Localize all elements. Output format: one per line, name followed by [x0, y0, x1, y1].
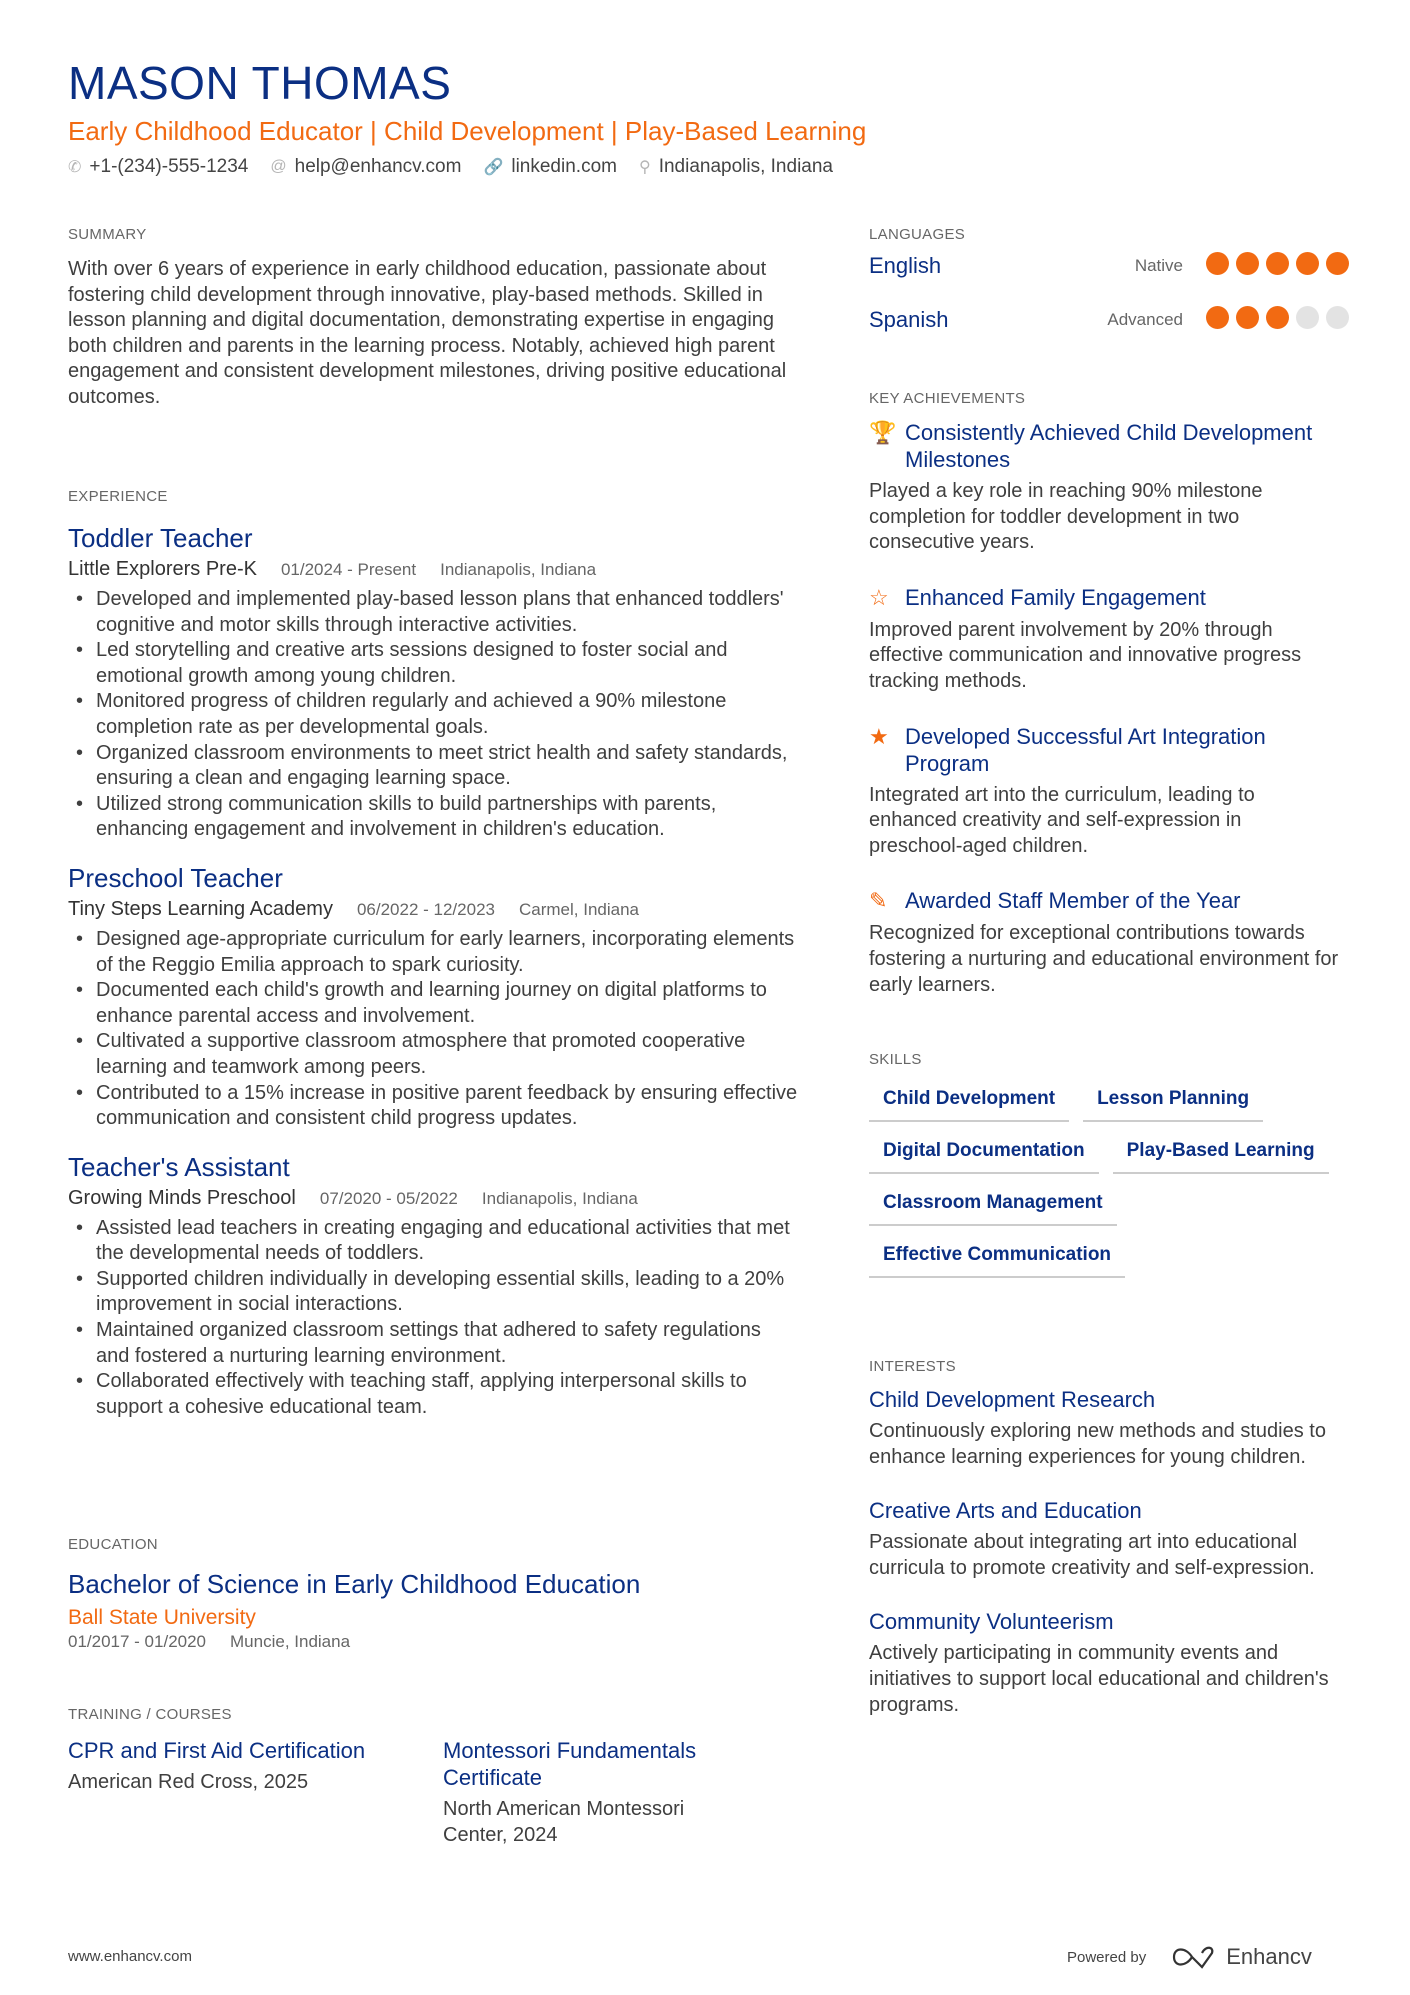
skills-row: [869, 1140, 1349, 1174]
language-item: [869, 305, 1349, 335]
section-heading: TRAINING / COURSES: [68, 1706, 232, 1723]
interest-text: Passionate about integrating art into educational curricula to promote creativity and self-expression.: [869, 1531, 1315, 1579]
achievement-header: [869, 887, 1349, 915]
achievement-item: [869, 887, 1349, 998]
candidate-headline: Early Childhood Educator | Child Development | Play-Based Learning: [68, 116, 867, 146]
job-location: Indianapolis, Indiana: [440, 560, 597, 579]
rating-dot-filled: [1326, 252, 1349, 275]
rating-dot-filled: [1236, 252, 1259, 275]
section-heading: SKILLS: [869, 1051, 922, 1068]
bullet-item: • Contributed to a 15% increase in positive parent feedback by ensuring effective communication and consistent child progress updates.: [68, 1081, 798, 1132]
job-dates: 07/2020 - 05/2022: [319, 1188, 458, 1208]
job-bullets: [68, 927, 798, 1132]
achievements-section: [869, 390, 1349, 998]
company-name: Growing Minds Preschool: [68, 1186, 296, 1209]
interest-item: [869, 1387, 1349, 1470]
bullet-item: • Organized classroom environments to meet strict health and safety standards, ensuring a clean and engaging learning space.: [68, 741, 798, 792]
section-heading: SUMMARY: [68, 226, 147, 243]
footer-branding: [1067, 1944, 1312, 1970]
skills-row: [869, 1244, 1349, 1278]
job-dates: 01/2024 - Present: [280, 560, 417, 579]
contact-item: [68, 156, 248, 178]
job-meta: [68, 558, 798, 581]
summary-section: [68, 226, 798, 411]
interest-title: Child Development Research: [869, 1387, 1156, 1412]
footer-website[interactable]: www.enhancv.com: [68, 1948, 192, 1965]
bullet-item: • Led storytelling and creative arts sessions designed to foster social and emotional growth among young children.: [68, 638, 798, 689]
section-heading: INTERESTS: [869, 1358, 956, 1375]
achievement-header: [869, 584, 1349, 612]
skill-tag: Lesson Planning: [1083, 1088, 1263, 1122]
language-level: Native: [1134, 256, 1183, 275]
training-item: [443, 1737, 798, 1848]
enhancv-logo-icon: [1170, 1945, 1216, 1969]
location-pin-icon: ⚲: [638, 159, 651, 176]
job-bullets: [68, 587, 798, 843]
language-name: Spanish: [869, 307, 949, 332]
bullet-item: • Designed age-appropriate curriculum for early learners, incorporating elements of the Reggio Emilia approach to spark curiosity.: [68, 927, 798, 978]
star-outline-icon: ☆: [869, 584, 889, 610]
interest-text: Continuously exploring new methods and studies to enhance learning experiences for young children.: [869, 1420, 1326, 1468]
achievement-title: Enhanced Family Engagement: [905, 584, 1206, 610]
bullet-item: • Assisted lead teachers in creating engaging and educational activities that met the developmental needs of toddlers.: [68, 1216, 798, 1267]
interest-text: Actively participating in community events and initiatives to support local educational and children's programs.: [869, 1642, 1329, 1716]
training-title: Montessori Fundamentals Certificate: [443, 1738, 697, 1790]
bullet-item: • Supported children individually in developing essential skills, leading to a 20% improvement in social interactions.: [68, 1267, 798, 1318]
at-icon: @: [270, 158, 287, 175]
bullet-item: • Maintained organized classroom settings that adhered to safety regulations and fostered a nurturing learning environment.: [68, 1318, 798, 1369]
education-meta: [68, 1632, 798, 1652]
magic-wand-icon: ✎: [869, 888, 888, 914]
skill-tag: Digital Documentation: [869, 1140, 1099, 1174]
interests-section: [869, 1358, 1349, 1718]
education-section: [68, 1536, 798, 1652]
achievement-text: Improved parent involvement by 20% through effective communication and innovative progress tracking methods.: [869, 618, 1302, 692]
achievement-title: Awarded Staff Member of the Year: [905, 888, 1241, 914]
achievement-text: Integrated art into the curriculum, leading to enhanced creativity and self-expression in preschool-aged children.: [869, 783, 1255, 857]
bullet-item: • Cultivated a supportive classroom atmosphere that promoted cooperative learning and teamwork among peers.: [68, 1029, 798, 1080]
language-rating: [1199, 252, 1349, 280]
training-title: CPR and First Aid Certification: [68, 1738, 366, 1763]
skills-row: [869, 1088, 1349, 1122]
bullet-item: • Developed and implemented play-based lesson plans that enhanced toddlers' cognitive and motor skills through interactive activities.: [68, 587, 798, 638]
rating-dot-empty: [1326, 306, 1349, 329]
achievement-header: [869, 723, 1349, 777]
interest-title: Community Volunteerism: [869, 1609, 1114, 1635]
contact-text[interactable]: linkedin.com: [511, 156, 617, 177]
phone-icon: ✆: [68, 159, 82, 176]
company-name: Little Explorers Pre-K: [68, 558, 257, 580]
skill-tag: Classroom Management: [869, 1192, 1117, 1226]
company-name: Tiny Steps Learning Academy: [68, 897, 333, 920]
job-entry: [68, 523, 798, 843]
bullet-item: • Collaborated effectively with teaching staff, applying interpersonal skills to support a cohesive educational team.: [68, 1369, 798, 1420]
language-name: English: [869, 253, 942, 278]
language-rating: [1199, 306, 1349, 334]
education-location: Muncie, Indiana: [230, 1632, 351, 1651]
rating-dot-empty: [1296, 306, 1319, 329]
skill-tag: Child Development: [869, 1088, 1069, 1122]
achievement-header: [869, 419, 1349, 473]
skill-tag: Effective Communication: [869, 1244, 1125, 1278]
section-heading: EDUCATION: [68, 1536, 158, 1553]
interest-title: Creative Arts and Education: [869, 1498, 1142, 1524]
skills-section: [869, 1051, 1349, 1296]
enhancv-logo: [1170, 1944, 1312, 1970]
rating-dot-filled: [1266, 306, 1289, 329]
rating-dot-filled: [1206, 306, 1229, 329]
job-title: Toddler Teacher: [68, 523, 253, 553]
job-location: Carmel, Indiana: [518, 899, 639, 919]
degree-title: Bachelor of Science in Early Childhood Education: [68, 1569, 641, 1599]
experience-section: [68, 488, 798, 1420]
skills-row: [869, 1192, 1349, 1226]
bullet-item: • Documented each child's growth and learning journey on digital platforms to enhance parental access and involvement.: [68, 978, 798, 1029]
candidate-name: MASON THOMAS: [68, 57, 452, 109]
bullet-item: • Utilized strong communication skills to build partnerships with parents, enhancing engagement and involvement in children's education.: [68, 792, 798, 843]
bullet-item: • Monitored progress of children regularly and achieved a 90% milestone completion rate as per developmental goals.: [68, 689, 798, 740]
job-meta: [68, 1187, 798, 1210]
rating-dot-filled: [1236, 306, 1259, 329]
interest-item: [869, 1609, 1349, 1718]
achievement-title: Developed Successful Art Integration Program: [905, 723, 1266, 776]
languages-section: [869, 226, 1349, 335]
achievement-text: Played a key role in reaching 90% milestone completion for toddler development in two consecutive years.: [869, 480, 1263, 554]
training-detail: North American Montessori Center, 2024: [443, 1798, 685, 1846]
skill-tag: Play-Based Learning: [1113, 1140, 1329, 1174]
contact-item: [639, 156, 833, 178]
job-entry: [68, 1152, 798, 1421]
achievement-item: [869, 723, 1349, 860]
job-title: Teacher's Assistant: [68, 1151, 290, 1182]
section-heading: LANGUAGES: [869, 226, 966, 243]
language-item: [869, 251, 1349, 281]
powered-by-label: Powered by: [1067, 1948, 1147, 1966]
trophy-icon: 🏆: [869, 420, 897, 445]
contact-row: [68, 156, 833, 178]
language-level: Advanced: [1107, 310, 1183, 329]
section-heading: KEY ACHIEVEMENTS: [869, 390, 1026, 407]
education-dates: 01/2017 - 01/2020: [68, 1632, 207, 1651]
school-name: Ball State University: [68, 1606, 256, 1629]
training-section: [68, 1706, 798, 1848]
enhancv-wordmark: Enhancv: [1226, 1944, 1312, 1969]
star-filled-icon: ★: [869, 723, 889, 749]
job-title: Preschool Teacher: [68, 862, 283, 893]
section-heading: EXPERIENCE: [68, 488, 168, 505]
rating-dot-filled: [1296, 252, 1319, 275]
rating-dot-filled: [1206, 252, 1229, 275]
summary-text: With over 6 years of experience in early childhood education, passionate about fostering child development through innovative, play-based methods. Skilled in lesson planning and digital documentation, demonstrating expertise in engaging both children and parents in the learning process. Notably, achieved high parent engagement and consistent development milestones, driving positive educational outcomes.: [68, 258, 787, 408]
contact-text: +1-(234)-555-1234: [89, 156, 249, 177]
training-detail: American Red Cross, 2025: [68, 1771, 309, 1793]
job-dates: 06/2022 - 12/2023: [356, 899, 495, 919]
contact-item: [483, 156, 617, 178]
achievement-item: [869, 419, 1349, 556]
job-entry: [68, 863, 798, 1132]
link-icon: 🔗: [483, 159, 504, 176]
contact-text: Indianapolis, Indiana: [658, 156, 833, 177]
achievement-text: Recognized for exceptional contributions towards fostering a nurturing and educational environment for early learners.: [869, 922, 1339, 996]
contact-item: [270, 156, 461, 178]
contact-text[interactable]: help@enhancv.com: [294, 156, 462, 177]
achievement-title: Consistently Achieved Child Development Milestones: [905, 420, 1313, 472]
job-bullets: [68, 1216, 798, 1421]
job-meta: [68, 898, 798, 921]
training-item: [68, 1737, 423, 1848]
achievement-item: [869, 584, 1349, 695]
rating-dot-filled: [1266, 252, 1289, 275]
interest-item: [869, 1498, 1349, 1581]
job-location: Indianapolis, Indiana: [481, 1188, 638, 1208]
